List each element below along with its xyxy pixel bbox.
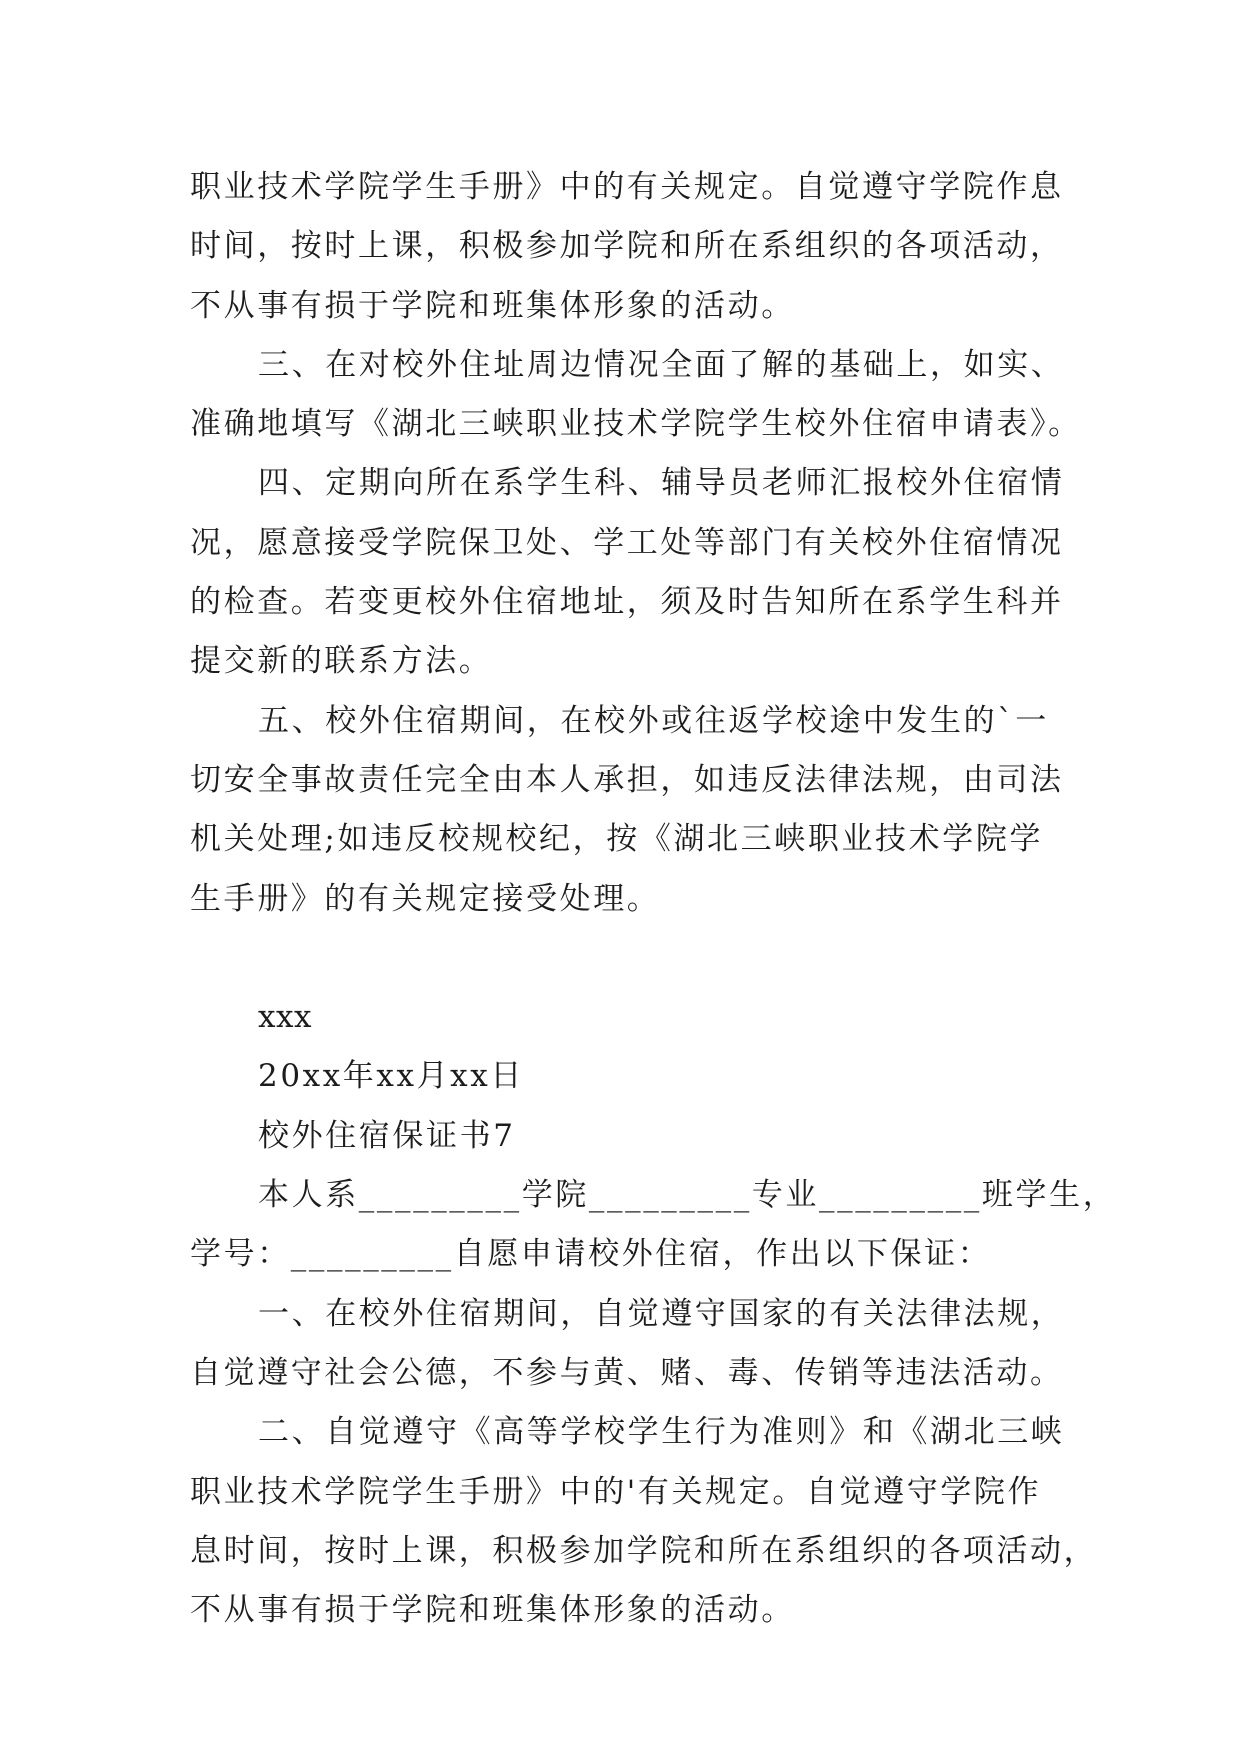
body-line: 准确地填写《湖北三峡职业技术学院学生校外住宿申请表》。 (190, 406, 1082, 443)
clause-five: 五、校外住宿期间，在校外或往返学校途中发生的`一 (258, 702, 1049, 739)
document-body (190, 158, 1117, 1640)
student-info-line: 本人系_________学院_________专业_________班学生， (258, 1177, 1117, 1214)
signature-name: xxx (258, 999, 312, 1036)
body-line: 切安全事故责任完全由本人承担，如违反法律法规，由司法 (190, 761, 1064, 798)
clause-four: 四、定期向所在系学生科、辅导员老师汇报校外住宿情 (258, 465, 1065, 502)
body-line: 不从事有损于学院和班集体形象的活动。 (190, 287, 795, 324)
body-line: 的检查。若变更校外住宿地址，须及时告知所在系学生科并 (190, 584, 1064, 621)
body-line: 职业技术学院学生手册》中的有关规定。自觉遵守学院作息 (190, 169, 1064, 205)
body-line: 职业技术学院学生手册》中的'有关规定。自觉遵守学院作 (190, 1473, 1042, 1510)
body-line: 不从事有损于学院和班集体形象的活动。 (190, 1592, 795, 1629)
body-line: 况，愿意接受学院保卫处、学工处等部门有关校外住宿情况 (190, 524, 1064, 561)
clause-three: 三、在对校外住址周边情况全面了解的基础上，如实、 (258, 346, 1065, 383)
section-title: 校外住宿保证书7 (258, 1117, 516, 1154)
body-line: 息时间，按时上课，积极参加学院和所在系组织的各项活动， (190, 1532, 1098, 1569)
body-line: 时间，按时上课，积极参加学院和所在系组织的各项活动， (190, 228, 1064, 265)
clause-one: 一、在校外住宿期间，自觉遵守国家的有关法律法规， (258, 1295, 1065, 1332)
student-id-line: 学号：_________自愿申请校外住宿，作出以下保证： (190, 1236, 992, 1273)
body-line: 提交新的联系方法。 (190, 643, 493, 680)
spacer (190, 929, 1070, 988)
body-line: 生手册》的有关规定接受处理。 (190, 880, 661, 917)
clause-two: 二、自觉遵守《高等学校学生行为准则》和《湖北三峡 (258, 1414, 1065, 1451)
body-line: 机关处理;如违反校规校纪，按《湖北三峡职业技术学院学 (190, 821, 1044, 858)
body-line: 自觉遵守社会公德，不参与黄、赌、毒、传销等违法活动。 (190, 1354, 1064, 1391)
signature-date: 20xx年xx月xx日 (258, 1058, 524, 1095)
